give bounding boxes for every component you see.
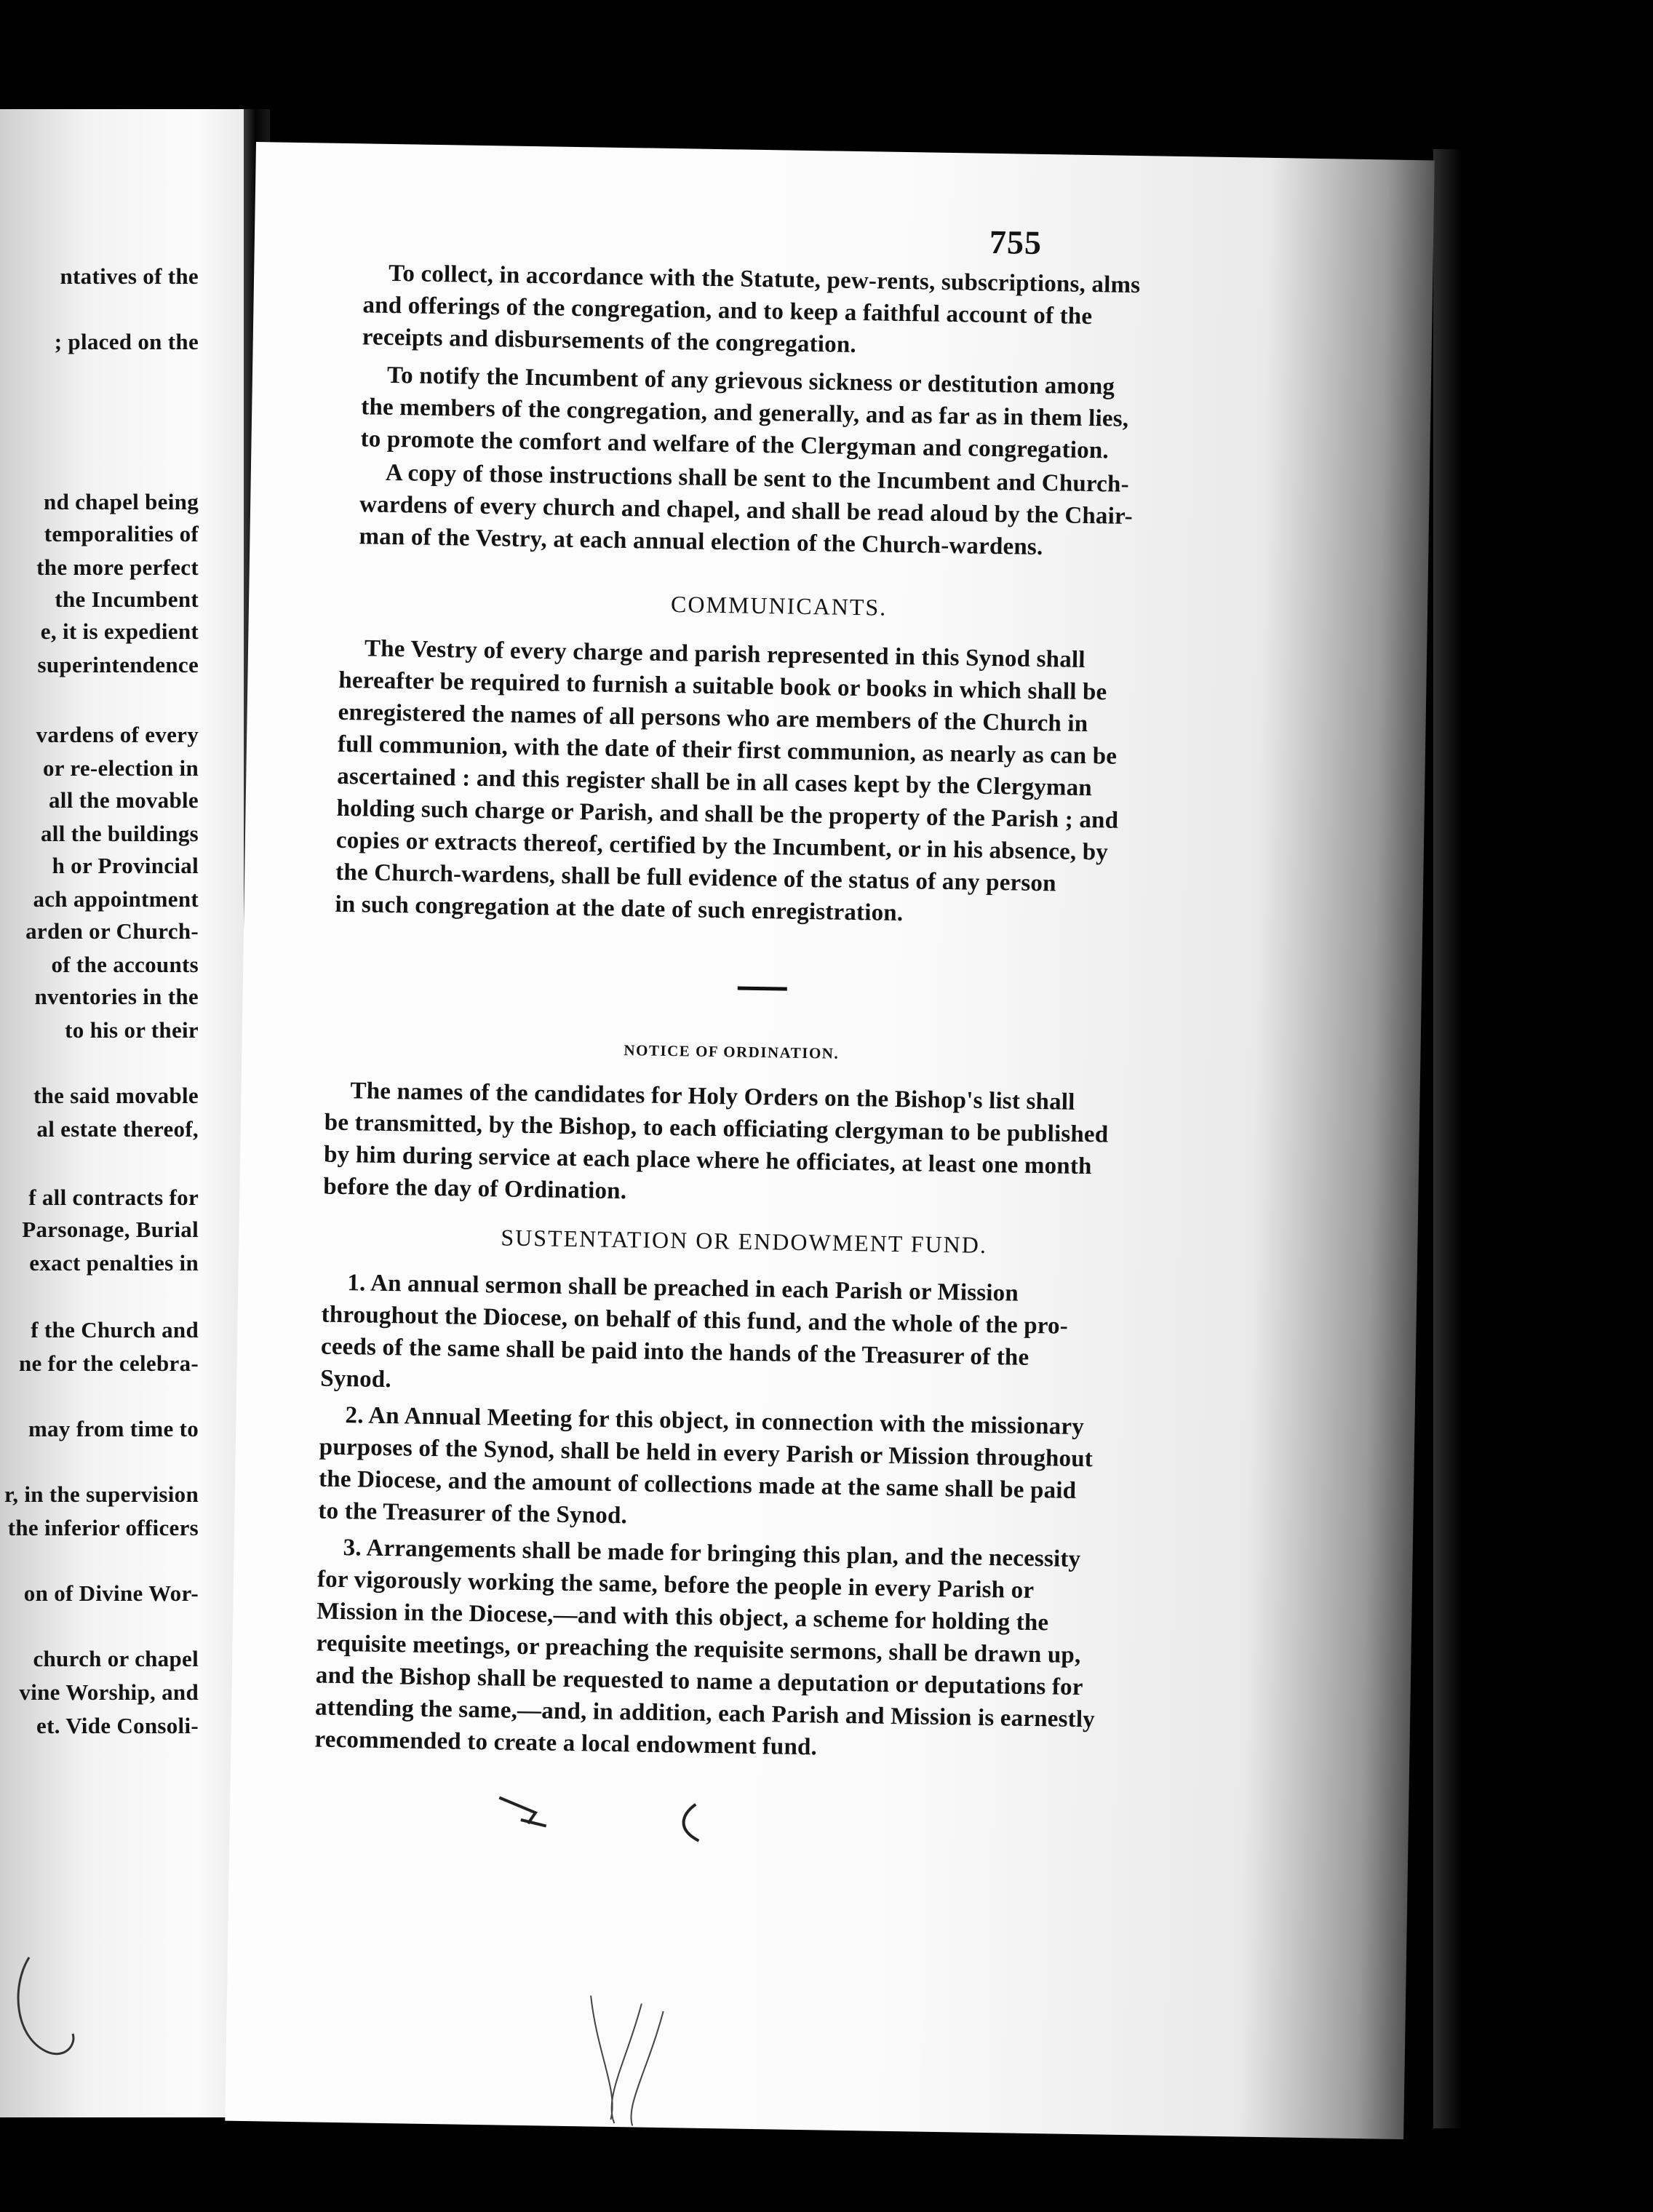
section-divider — [738, 987, 787, 991]
pen-mark-scribble — [7, 1943, 95, 2074]
instruction-line: and offerings of the congregation, and to keep a faithful account of the — [362, 292, 1093, 330]
sustentation-line: throughout the Diocese, on behalf of this fund, and the whole of the pro- — [321, 1301, 1069, 1340]
sustentation-line: for vigorously working the same, before the people in every Parish or — [316, 1566, 1035, 1604]
communicants-line: holding such charge or Parish, and shall be the property of the Parish ; and — [336, 795, 1119, 834]
sustentation-line: requisite meetings, or preaching the requisite sermons, shall be drawn up, — [316, 1630, 1081, 1669]
left-text-line: f the Church and — [31, 1317, 199, 1342]
left-text-line: et. Vide Consoli- — [36, 1713, 199, 1738]
instruction-line: the members of the congregation, and generally, and as far as in them lies, — [361, 394, 1129, 432]
left-text-line: the Incumbent — [55, 586, 199, 612]
left-text-line: h or Provincial — [52, 853, 199, 878]
communicants-line: the Church-wardens, shall be full evidence of the status of any person — [335, 859, 1057, 897]
left-text-line: Parsonage, Burial — [22, 1217, 199, 1242]
left-text-line: ; placed on the — [54, 329, 199, 354]
instruction-line: receipts and disbursements of the congregation. — [362, 324, 857, 358]
instruction-line: wardens of every church and chapel, and shall be read aloud by the Chair- — [359, 491, 1134, 530]
left-text-line: vardens of every — [36, 722, 199, 747]
ordination-heading: NOTICE OF ORDINATION. — [624, 1041, 840, 1062]
left-text-line: arden or Church- — [25, 918, 199, 944]
left-text-line: or re-election in — [42, 755, 199, 781]
left-text-line: nventories in the — [34, 984, 199, 1009]
left-text-line: on of Divine Wor- — [23, 1580, 199, 1606]
communicants-line: ascertained : and this register shall be in all cases kept by the Clergyman — [337, 763, 1093, 802]
sustentation-line: and the Bishop shall be requested to name a deputation or deputations for — [315, 1662, 1083, 1701]
left-text-line: r, in the supervision — [4, 1481, 199, 1507]
left-text-line: superintendence — [37, 652, 199, 677]
left-text-line: the inferior officers — [7, 1515, 199, 1540]
instruction-line: To notify the Incumbent of any grievous sickness or destitution among — [386, 362, 1115, 400]
left-text-line: f all contracts for — [28, 1185, 199, 1210]
pen-mark-scribble — [574, 1995, 693, 2128]
instruction-line: man of the Vestry, at each annual election of the Church-wardens. — [359, 523, 1043, 561]
page-number: 755 — [989, 223, 1043, 261]
communicants-line: enregistered the names of all persons who are members of the Church in — [338, 699, 1088, 738]
communicants-line: in such congregation at the date of such enregistration. — [335, 891, 904, 927]
ordination-line: be transmitted, by the Bishop, to each officiating clergyman to be published — [324, 1109, 1109, 1148]
left-facing-page — [0, 109, 244, 2117]
left-text-line: temporalities of — [44, 521, 199, 546]
left-text-line: ne for the celebra- — [18, 1350, 199, 1376]
sustentation-line: 1. An annual sermon shall be preached in each Parish or Mission — [347, 1270, 1019, 1307]
left-text-line: al estate thereof, — [36, 1116, 199, 1142]
communicants-heading: COMMUNICANTS. — [670, 591, 888, 621]
sustentation-line: Mission in the Diocese,—and with this object, a scheme for holding the — [316, 1598, 1049, 1636]
left-text-line: all the movable — [49, 787, 199, 813]
sustentation-line: ceeds of the same shall be paid into the hands of the Treasurer of the — [320, 1333, 1029, 1371]
left-text-line: e, it is expedient — [40, 618, 199, 644]
left-text-line: ntatives of the — [60, 263, 199, 289]
communicants-line: full communion, with the date of their first communion, as nearly as can be — [337, 731, 1118, 770]
main-page — [225, 142, 1435, 2139]
instruction-line: to promote the comfort and welfare of the Clergyman and congregation. — [360, 426, 1110, 464]
left-text-line: the said movable — [33, 1083, 199, 1108]
left-text-line: ach appointment — [33, 886, 199, 912]
sustentation-line: recommended to create a local endowment fund. — [314, 1726, 818, 1761]
sustentation-line: to the Treasurer of the Synod. — [318, 1497, 628, 1529]
sustentation-line: the Diocese, and the amount of collections made at the same shall be paid — [318, 1465, 1077, 1504]
left-text-line: of the accounts — [51, 952, 199, 977]
pen-mark-scribble — [666, 1800, 725, 1859]
instruction-line: A copy of those instructions shall be sent to the Incumbent and Church- — [385, 459, 1130, 498]
instruction-line: To collect, in accordance with the Statute, pew-rents, subscriptions, alms — [388, 260, 1141, 299]
left-text-line: nd chapel being — [44, 489, 199, 514]
sustentation-line: 2. An Annual Meeting for this object, in connection with the missionary — [345, 1402, 1085, 1441]
left-text-line: may from time to — [28, 1416, 199, 1441]
left-text-line: church or chapel — [33, 1646, 199, 1671]
left-text-line: the more perfect — [36, 554, 199, 580]
left-text-line: to his or their — [65, 1017, 199, 1043]
sustentation-heading: SUSTENTATION OR ENDOWMENT FUND. — [501, 1224, 988, 1258]
sustentation-line: attending the same,—and, in addition, each Parish and Mission is earnestly — [314, 1694, 1096, 1733]
sustentation-line: 3. Arrangements shall be made for bringing this plan, and the necessity — [343, 1535, 1081, 1573]
communicants-line: copies or extracts thereof, certified by the Incumbent, or in his absence, by — [335, 827, 1109, 866]
sustentation-line: purposes of the Synod, shall be held in every Parish or Mission throughout — [319, 1433, 1094, 1473]
left-text-line: exact penalties in — [29, 1250, 199, 1276]
left-text-line: all the buildings — [40, 821, 199, 846]
communicants-line: hereafter be required to furnish a suitable book or books in which shall be — [338, 667, 1107, 706]
communicants-line: The Vestry of every charge and parish represented in this Synod shall — [364, 635, 1086, 673]
left-text-line: vine Worship, and — [19, 1679, 199, 1705]
ordination-line: before the day of Ordination. — [323, 1173, 627, 1205]
sustentation-line: Synod. — [320, 1365, 392, 1393]
pen-mark-scribble — [491, 1783, 579, 1842]
ordination-line: The names of the candidates for Holy Orders on the Bishop's list shall — [350, 1078, 1075, 1115]
ordination-line: by him during service at each place where he officiates, at least one month — [323, 1141, 1092, 1180]
page-edge-shadow — [1433, 149, 1462, 2128]
